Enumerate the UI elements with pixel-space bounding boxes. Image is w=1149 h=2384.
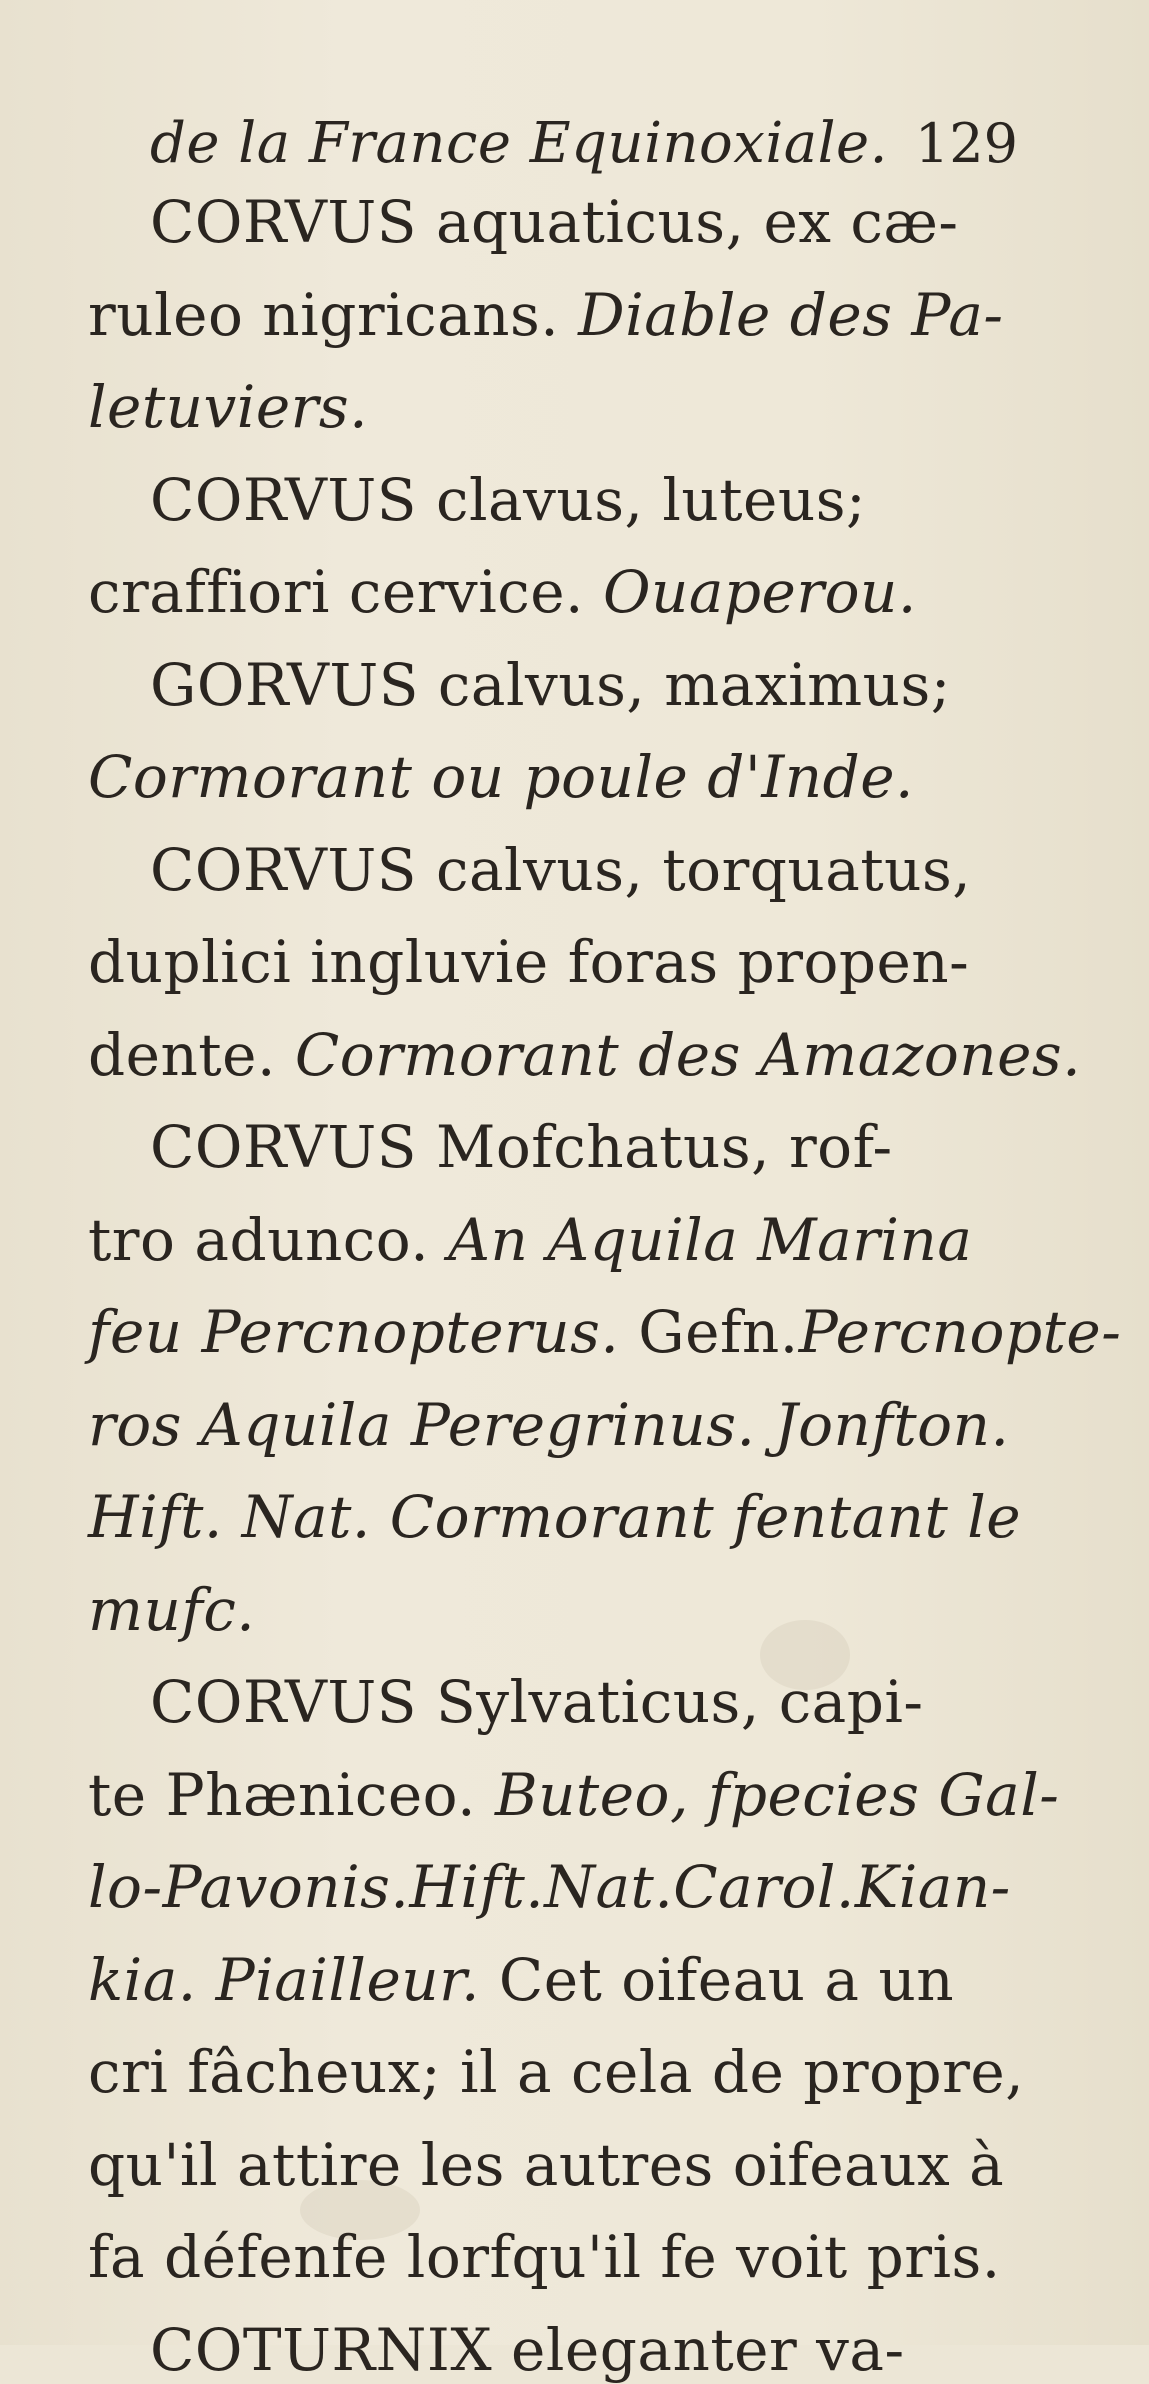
roman-text-segment: cri fâcheux; il a cela de propre, — [88, 2038, 1025, 2106]
roman-text-segment: Cet oifeau a un — [498, 1945, 955, 2014]
italic-text-segment: lo-Pavonis.Hift.Nat.Carol.Kian- — [88, 1853, 1011, 1921]
text-line — [88, 2225, 1001, 2289]
text-line — [88, 375, 368, 439]
roman-text-segment: duplici ingluvie foras propen- — [88, 928, 970, 996]
italic-text-segment: feu Percnopterus. — [88, 1298, 639, 1366]
text-line — [150, 1115, 893, 1179]
italic-text-segment: kia. Piailleur. — [88, 1945, 499, 2014]
text-line — [88, 930, 969, 994]
italic-text-segment: Diable des Pa- — [578, 280, 1004, 349]
text-line — [150, 2315, 905, 2384]
text-line — [88, 1020, 1082, 1089]
text-line — [88, 560, 917, 624]
text-line — [88, 1300, 1121, 1364]
roman-text-segment: CORVUS Mofchatus, rof- — [150, 1113, 893, 1181]
text-line — [88, 1760, 1060, 1829]
text-line — [88, 1945, 955, 2014]
text-line — [88, 1390, 1010, 1459]
roman-text-segment: dente. — [88, 1020, 295, 1089]
text-line — [88, 1855, 1011, 1919]
running-title: de la France Equinoxiale. — [150, 111, 888, 176]
text-line — [150, 190, 959, 254]
roman-text-segment: fa défenfe lorfqu'il fe voit pris. — [88, 2223, 1001, 2291]
text-line — [88, 1205, 973, 1274]
roman-text-segment: GORVUS calvus, maximus; — [150, 650, 951, 719]
italic-text-segment: ros Aquila Peregrinus. Jonfton. — [88, 1390, 1010, 1459]
text-line — [150, 465, 867, 534]
roman-text-segment: tro adunco. — [88, 1205, 449, 1274]
italic-text-segment: letuviers. — [88, 373, 369, 441]
roman-text-segment: CORVUS Sylvaticus, capi- — [150, 1668, 924, 1736]
text-line — [88, 2040, 1024, 2104]
running-header — [150, 112, 888, 176]
text-line — [88, 745, 914, 809]
roman-text-segment: CORVUS clavus, luteus; — [150, 465, 867, 534]
italic-text-segment: An Aquila Marina — [448, 1205, 973, 1274]
roman-text-segment: qu'il attire les autres oifeaux à — [88, 2130, 1005, 2199]
text-line — [150, 1670, 924, 1734]
text-line — [88, 1575, 256, 1644]
italic-text-segment: Cormorant ou poule d'Inde. — [88, 743, 914, 811]
roman-text-segment: Gefn. — [638, 1298, 799, 1366]
italic-text-segment: Percnopte- — [798, 1298, 1122, 1366]
italic-text-segment: mufc. — [88, 1575, 256, 1644]
roman-text-segment: te Phæniceo. — [88, 1760, 495, 1829]
text-line — [150, 835, 972, 904]
page-number: 129 — [914, 112, 1018, 175]
italic-text-segment: Ouaperou. — [602, 558, 917, 626]
roman-text-segment: COTURNIX eleganter va- — [150, 2315, 905, 2384]
italic-text-segment: Hift. Nat. Cormorant fentant le — [88, 1483, 1022, 1551]
text-line — [88, 2130, 1005, 2199]
roman-text-segment: ruleo nigricans. — [88, 280, 579, 349]
text-line — [150, 650, 951, 719]
text-line — [88, 280, 1004, 349]
italic-text-segment: Buteo, fpecies Gal- — [494, 1760, 1060, 1829]
roman-text-segment: CORVUS calvus, torquatus, — [150, 835, 972, 904]
italic-text-segment: Cormorant des Amazones. — [294, 1020, 1082, 1089]
text-line — [88, 1485, 1021, 1549]
roman-text-segment: CORVUS aquaticus, ex cæ- — [150, 188, 959, 256]
roman-text-segment: craffiori cervice. — [88, 558, 603, 626]
